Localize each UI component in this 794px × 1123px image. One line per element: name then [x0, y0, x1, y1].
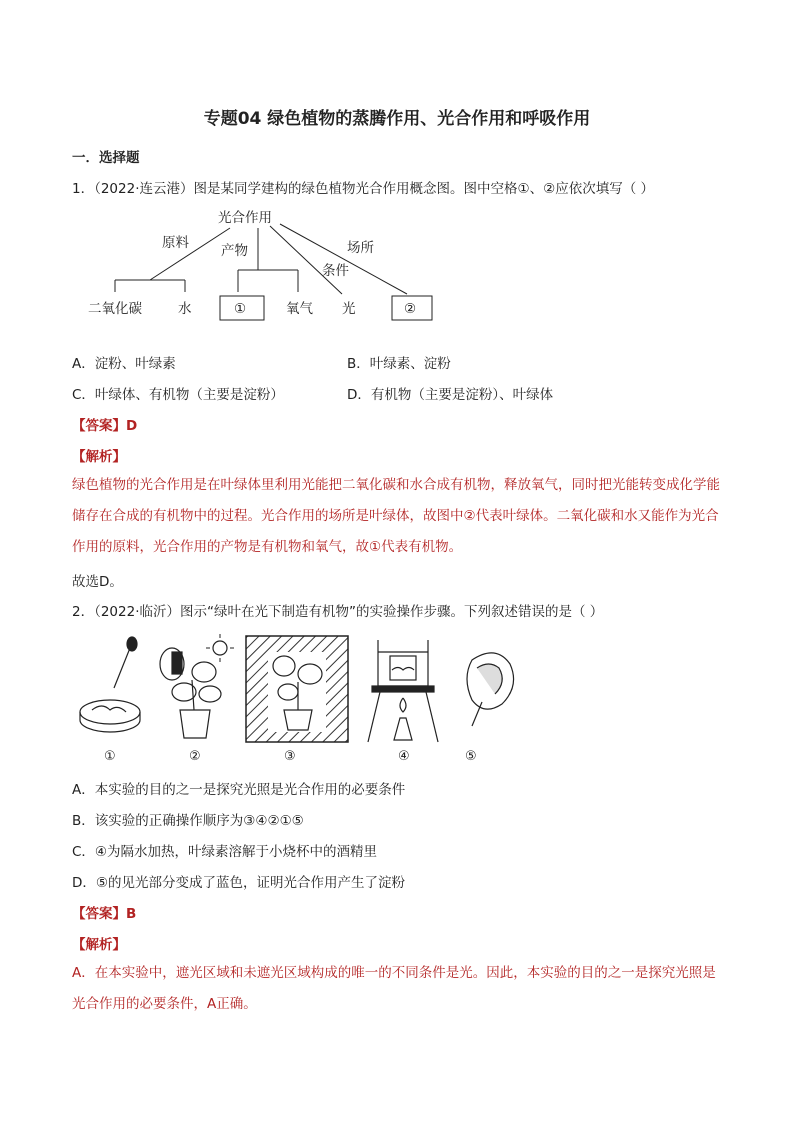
potted-plant-sun-icon [160, 634, 234, 738]
fig-label-4: ④ [398, 749, 410, 764]
leaf-icon [467, 653, 514, 726]
diagram-edge-raw: 原料 [162, 235, 189, 251]
petri-dish-icon [80, 637, 140, 732]
q1-stem: 1．（2022·连云港）图是某同学建构的绿色植物光合作用概念图。图中空格①、②应依次填写（ ） [72, 181, 654, 197]
q2-option-a: A．本实验的目的之一是探究光照是光合作用的必要条件 [72, 782, 406, 798]
q2-analysis-tag: 【解析】 [72, 937, 126, 953]
fig-label-3: ③ [284, 749, 296, 764]
q1-conclusion: 故选D。 [72, 574, 123, 590]
q1-option-d: D．有机物（主要是淀粉）、叶绿体 [347, 387, 554, 403]
q2-experiment-figure [72, 630, 522, 765]
q1-option-a: A．淀粉、叶绿素 [72, 356, 176, 372]
q2-answer: 【答案】B [72, 906, 137, 922]
water-bath-icon [368, 640, 438, 742]
diagram-light: 光 [342, 301, 356, 317]
fig-label-5: ⑤ [465, 749, 477, 764]
q2-stem: 2．（2022·临沂）图示“绿叶在光下制造有机物”的实验操作步骤。下列叙述错误的是（ ） [72, 604, 604, 620]
fig-label-2: ② [189, 749, 201, 764]
diagram-root: 光合作用 [218, 210, 272, 226]
section-heading: 一．选择题 [72, 150, 140, 166]
q1-option-c: C．叶绿体、有机物（主要是淀粉） [72, 387, 284, 403]
q1-option-b: B．叶绿素、淀粉 [347, 356, 451, 372]
q2-analysis: A．在本实验中，遮光区域和未遮光区域构成的唯一的不同条件是光。因此，本实验的目的之一是探究光照是光合作用的必要条件，A正确。 [72, 965, 716, 1012]
diagram-co2: 二氧化碳 [88, 301, 142, 317]
q1-concept-diagram [80, 200, 460, 330]
diagram-oxygen: 氧气 [286, 301, 313, 317]
fig-label-1: ① [104, 749, 116, 764]
diagram-edge-product: 产物 [221, 243, 248, 259]
page-title: 专题04 绿色植物的蒸腾作用、光合作用和呼吸作用 [203, 109, 591, 129]
q2-option-d: D．⑤的见光部分变成了蓝色，证明光合作用产生了淀粉 [72, 875, 405, 891]
dark-box-icon [246, 636, 348, 742]
diagram-edge-condition: 条件 [322, 263, 349, 279]
q2-option-c: C．④为隔水加热，叶绿素溶解于小烧杯中的酒精里 [72, 844, 378, 860]
diagram-edge-place: 场所 [347, 240, 374, 256]
q2-option-b: B．该实验的正确操作顺序为③④②①⑤ [72, 813, 304, 829]
q1-analysis: 绿色植物的光合作用是在叶绿体里利用光能把二氧化碳和水合成有机物，释放氧气，同时把光能转变成化学能储存在合成的有机物中的过程。光合作用的场所是叶绿体，故图中②代表叶绿体。二氧化碳和水又能作为光合作用的原料，光合作用的产物是有机物和氧气，故①代表有机物。 [72, 477, 720, 555]
diagram-water: 水 [178, 301, 192, 317]
q1-answer: 【答案】D [72, 418, 138, 434]
q1-analysis-tag: 【解析】 [72, 449, 126, 465]
diagram-blank1: ① [234, 301, 247, 317]
diagram-blank2: ② [404, 301, 417, 317]
